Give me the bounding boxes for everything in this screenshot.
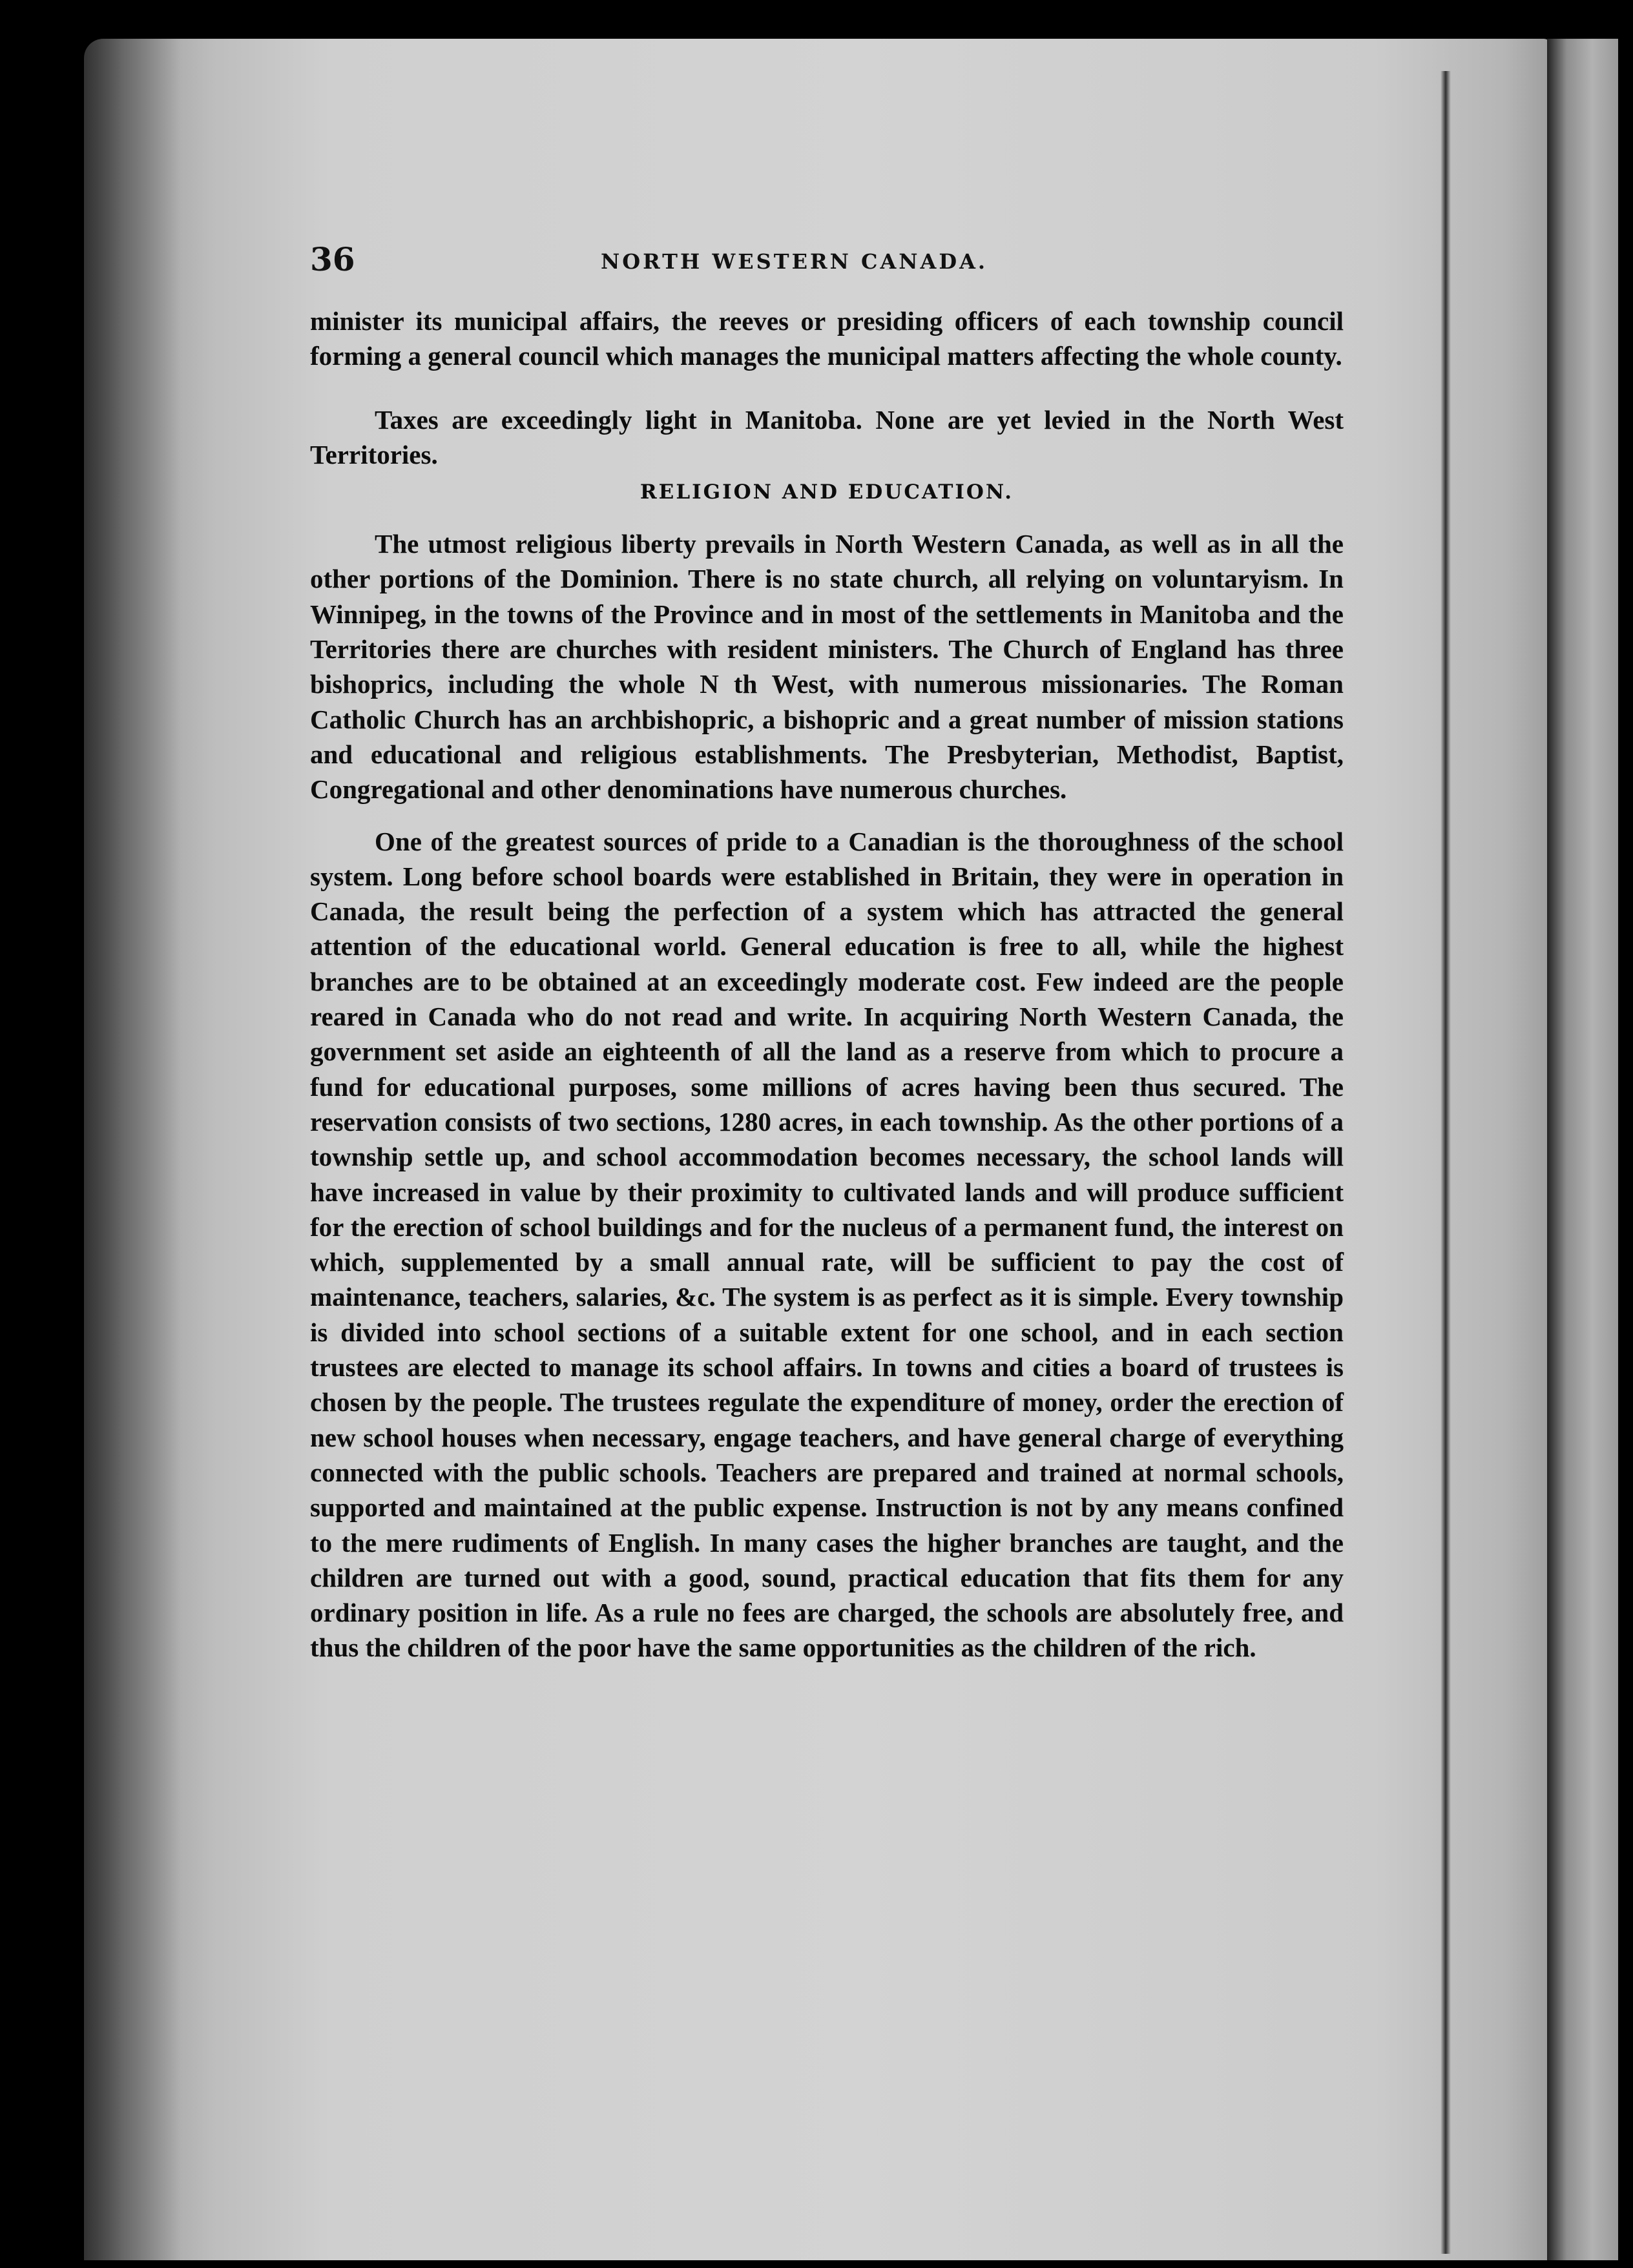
running-head: NORTH WESTERN CANADA. (601, 249, 988, 274)
paragraph-religion: The utmost religious liberty prevails in North Western Canada, as well as in all the other portions of the Dominion. There is no state church, all relying on voluntaryism. In Winnipeg, in the towns of the Province and in most of the settlements in Manitoba and the Territories there are churches with resident ministers. The Church of England has three bishoprics, including the whole N th West, with numerous missionaries. The Roman Catholic Church has an archbishopric, a bishopric and a great number of mission stations and educational and religious establishments. The Presbyterian, Methodist, Baptist, Congregational and other denominations have numerous churches. (310, 529, 1344, 805)
section-heading: RELIGION AND EDUCATION. (640, 480, 1014, 504)
adjacent-page-edge (1547, 39, 1618, 2260)
body-text (310, 304, 1344, 1665)
paragraph-taxes: Taxes are exceedingly light in Manitoba. None are yet levied in the North West Territories. (310, 404, 1344, 469)
page-shadow (84, 39, 181, 2260)
paragraph-education: One of the greatest sources of pride to a Canadian is the thoroughness of the school system. Long before school boards were established in Britain, they were in operation in Canada, the result being the perfection of a system which has attracted the general attention of the educational world. General education is free to all, while the highest branches are to be obtained at an exceedingly moderate cost. Few indeed are the people reared in Canada who do not read and write. In acquiring North Western Canada, the government set aside an eighteenth of all the land as a reserve from which to procure a fund for educational purposes, some millions of acres having been thus secured. The reservation consists of two sections, 1280 acres, in each township. As the other portions of a township settle up, and school accommodation becomes necessary, the school lands will have increased in value by their proximity to cultivated lands and will produce sufficient for the erection of school buildings and for the nucleus of a permanent fund, the interest on which, supplemented by a small annual rate, will be sufficient to pay the cost of maintenance, teachers, salaries, &c. The system is as perfect as it is simple. Every township is divided into school sections of a suitable extent for one school, and in each section trustees are elected to manage its school affairs. In towns and cities a board of trustees is chosen by the people. The trustees regulate the expenditure of money, order the erection of new school houses when necessary, engage teachers, and have general charge of everything connected with the public schools. Teachers are prepared and trained at normal schools, supported and maintained at the public expense. Instruction is not by any means confined to the mere rudiments of English. In many cases the higher branches are taught, and the children are turned out with a good, sound, practical education that fits them for any ordinary position in life. As a rule no fees are charged, the schools are absolutely free, and thus the children of the poor have the same opportunities as the children of the rich. (310, 826, 1344, 1663)
page-header (310, 240, 1344, 279)
page-number: 36 (310, 240, 355, 278)
binding-gutter (1441, 71, 1451, 2254)
paragraph-municipal: minister its municipal affairs, the reeves or presiding officers of each township council forming a general council which manages the municipal matters affecting the whole county. (310, 306, 1344, 371)
